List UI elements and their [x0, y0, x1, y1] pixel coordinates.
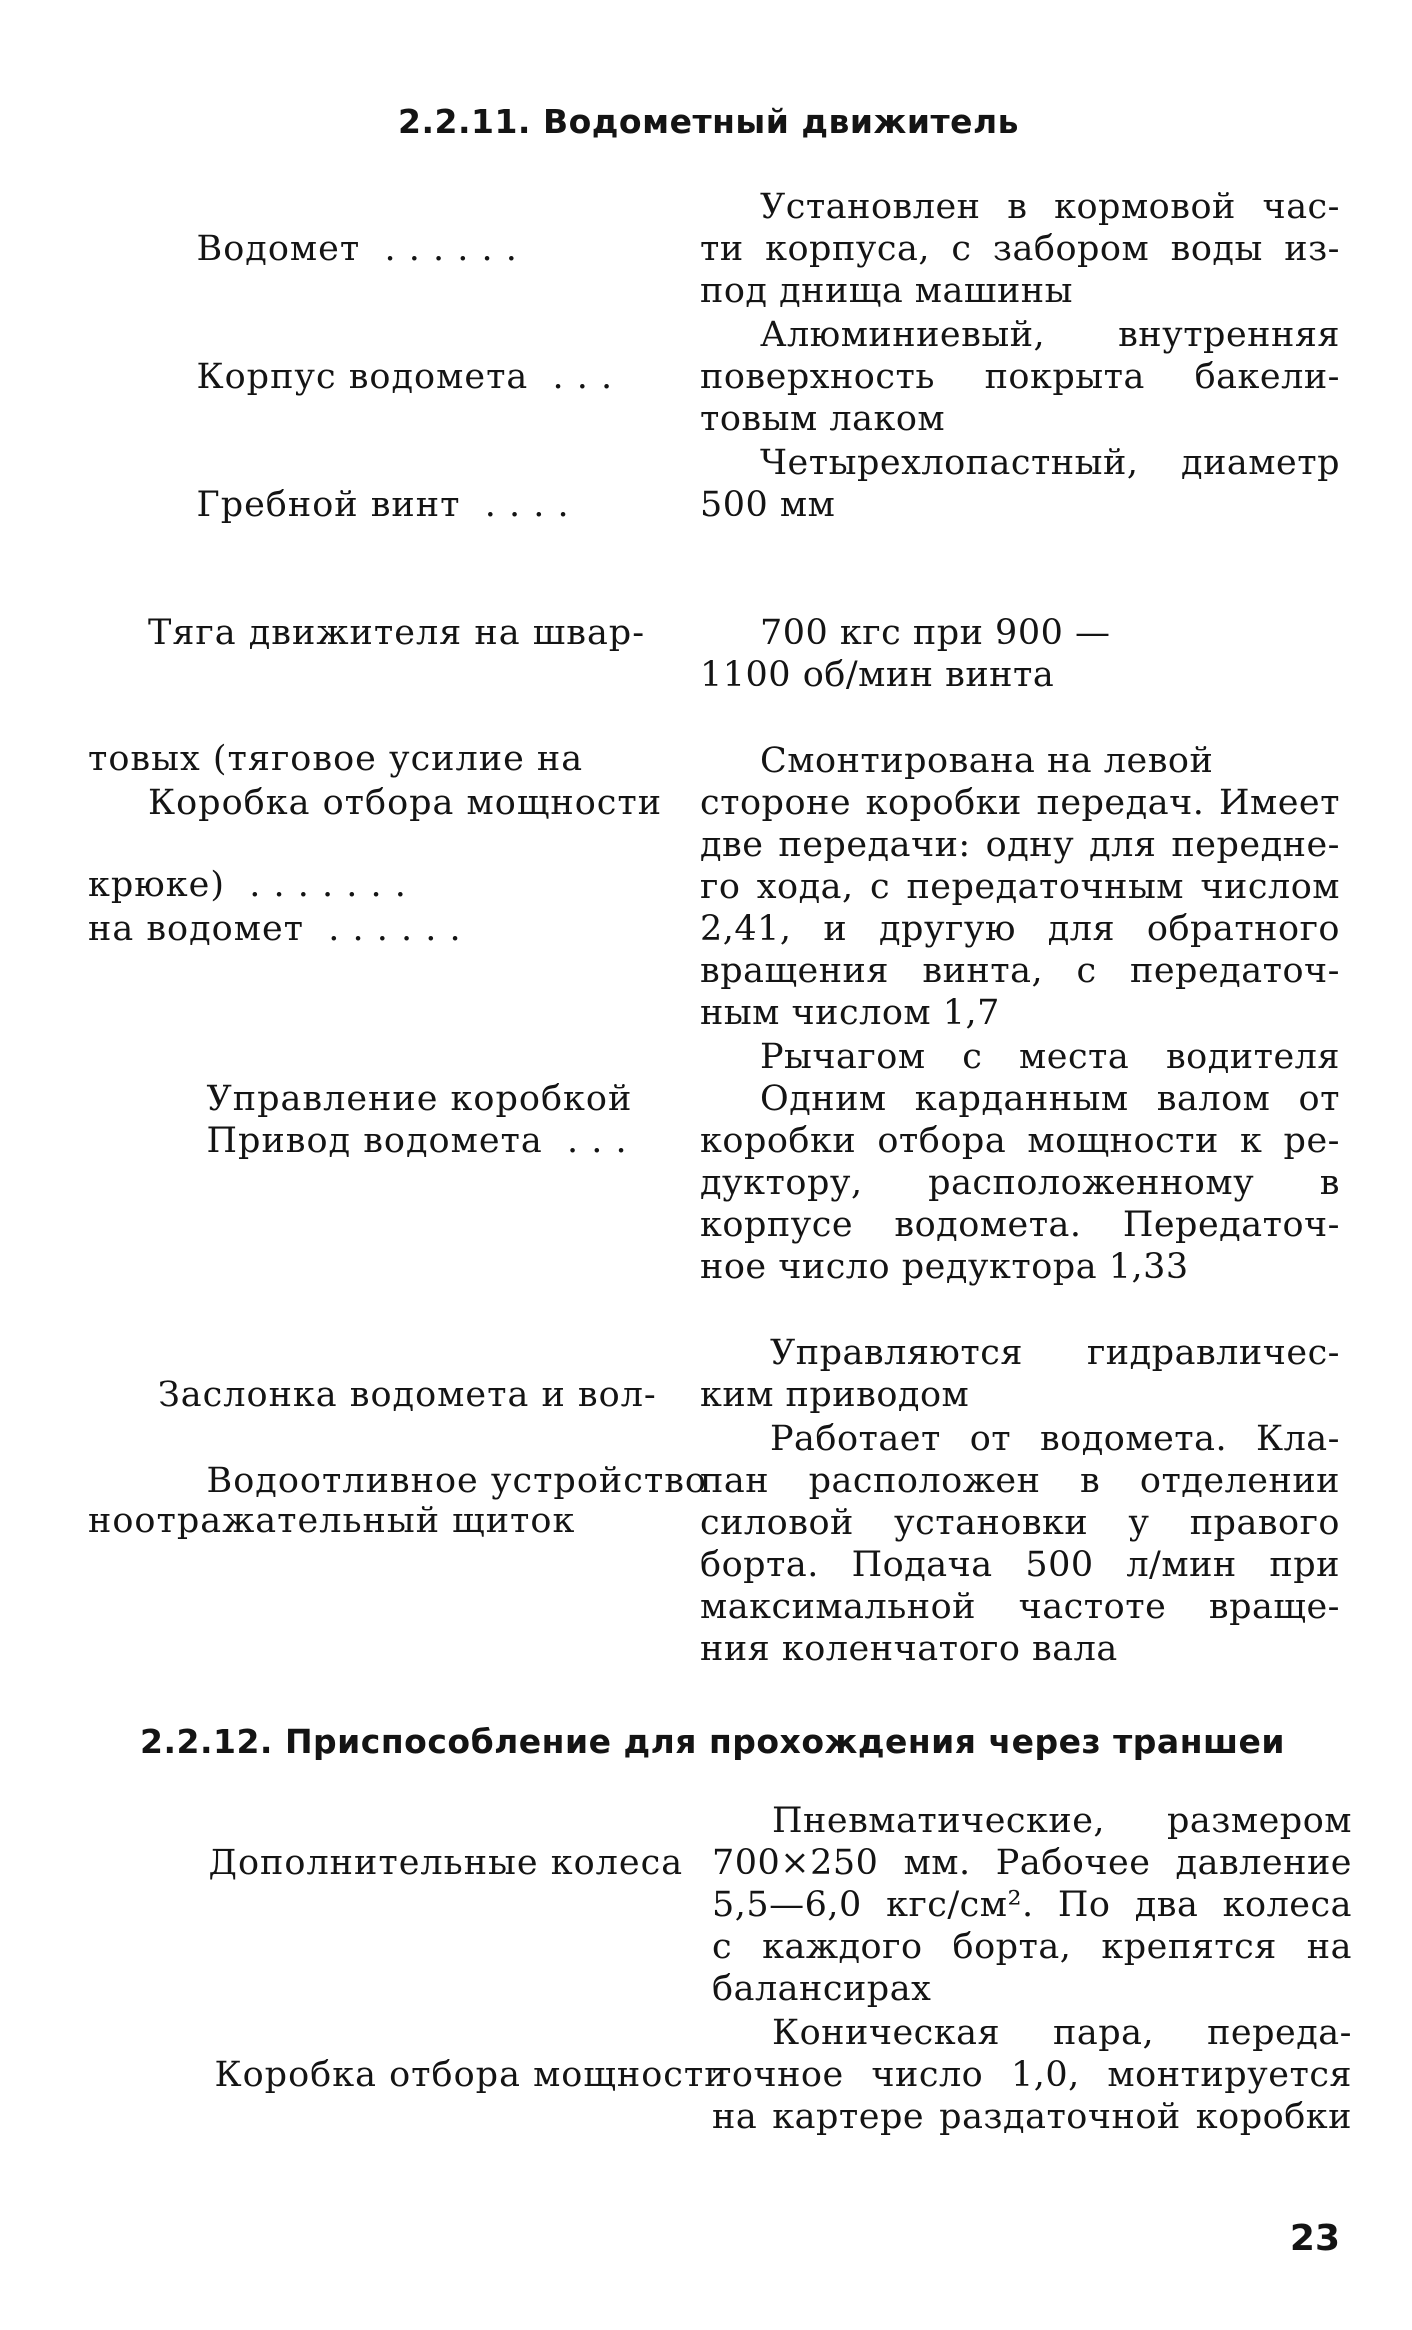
spec-label-waterjet-drive: Привод водомета . . . — [206, 1121, 628, 1161]
spec-value-extra-wheels: Пневматические, размером 700×250 мм. Рабочее давление 5,5—6,0 кгс/см². По два колеса с каждого борта, крепятся на балансирах — [712, 1801, 1352, 2009]
section-heading-trench-device: 2.2.12. Приспособление для прохождения через траншеи — [140, 1722, 1286, 1761]
spec-label-propeller: Гребной винт . . . . — [196, 485, 570, 525]
page-number: 23 — [1289, 2218, 1340, 2259]
spec-label-waterjet-flap: Заслонка водомета и вол- ноотражательный щиток — [88, 1375, 657, 1541]
spec-label-extra-wheels: Дополнительные колеса — [208, 1843, 684, 1883]
spec-label-waterjet: Водомет . . . . . . — [196, 229, 518, 269]
spec-value-thrust: 700 кгс при 900 — 1100 об/мин винта — [700, 613, 1111, 695]
spec-label-pto-waterjet: Коробка отбора мощности на водомет . . . . . . — [88, 783, 663, 949]
spec-label-gearbox-control: Управление коробкой — [206, 1079, 633, 1119]
spec-label-waterjet-housing: Корпус водомета . . . — [196, 357, 614, 397]
spec-value-bilge-device: Работает от водомета. Кла- пан расположен в отделении силовой установки у правого борта. Подача 500 л/мин при максимальной частоте враще- ния коленчатого вала — [700, 1419, 1340, 1669]
spec-value-pto-waterjet: Смонтирована на левой стороне коробки передач. Имеет две передачи: одну для передне- го хода, с передаточным числом 2,41, и другую для обратного вращения винта, с передаточ- ным числом 1,7 — [700, 741, 1340, 1033]
spec-value-gearbox-control: Рычагом с места водителя — [760, 1037, 1340, 1077]
spec-value-waterjet-flap: Управляются гидравличес- ким приводом — [700, 1333, 1340, 1415]
spec-value-pto: Коническая пара, переда- точное число 1,0, монтируется на картере раздаточной коробки — [712, 2013, 1352, 2137]
spec-label-thrust: Тяга движителя на швар- товых (тяговое усилие на крюке) . . . . . . . — [88, 613, 646, 905]
spec-value-waterjet-housing: Алюминиевый, внутренняя поверхность покрыта бакели- товым лаком — [700, 315, 1340, 439]
spec-label-pto: Коробка отбора мощности — [214, 2055, 729, 2095]
spec-value-waterjet-drive: Одним карданным валом от коробки отбора мощности к ре- дуктору, расположенному в корпусе водомета. Передаточ- ное число редуктора 1,33 — [700, 1079, 1340, 1287]
spec-value-propeller: Четырехлопастный, диаметр 500 мм — [700, 443, 1340, 525]
spec-value-waterjet: Установлен в кормовой час- ти корпуса, с забором воды из- под днища машины — [700, 187, 1340, 311]
spec-label-bilge-device: Водоотливное устройство — [206, 1461, 707, 1501]
section-heading-waterjet: 2.2.11. Водометный движитель — [398, 102, 1019, 141]
